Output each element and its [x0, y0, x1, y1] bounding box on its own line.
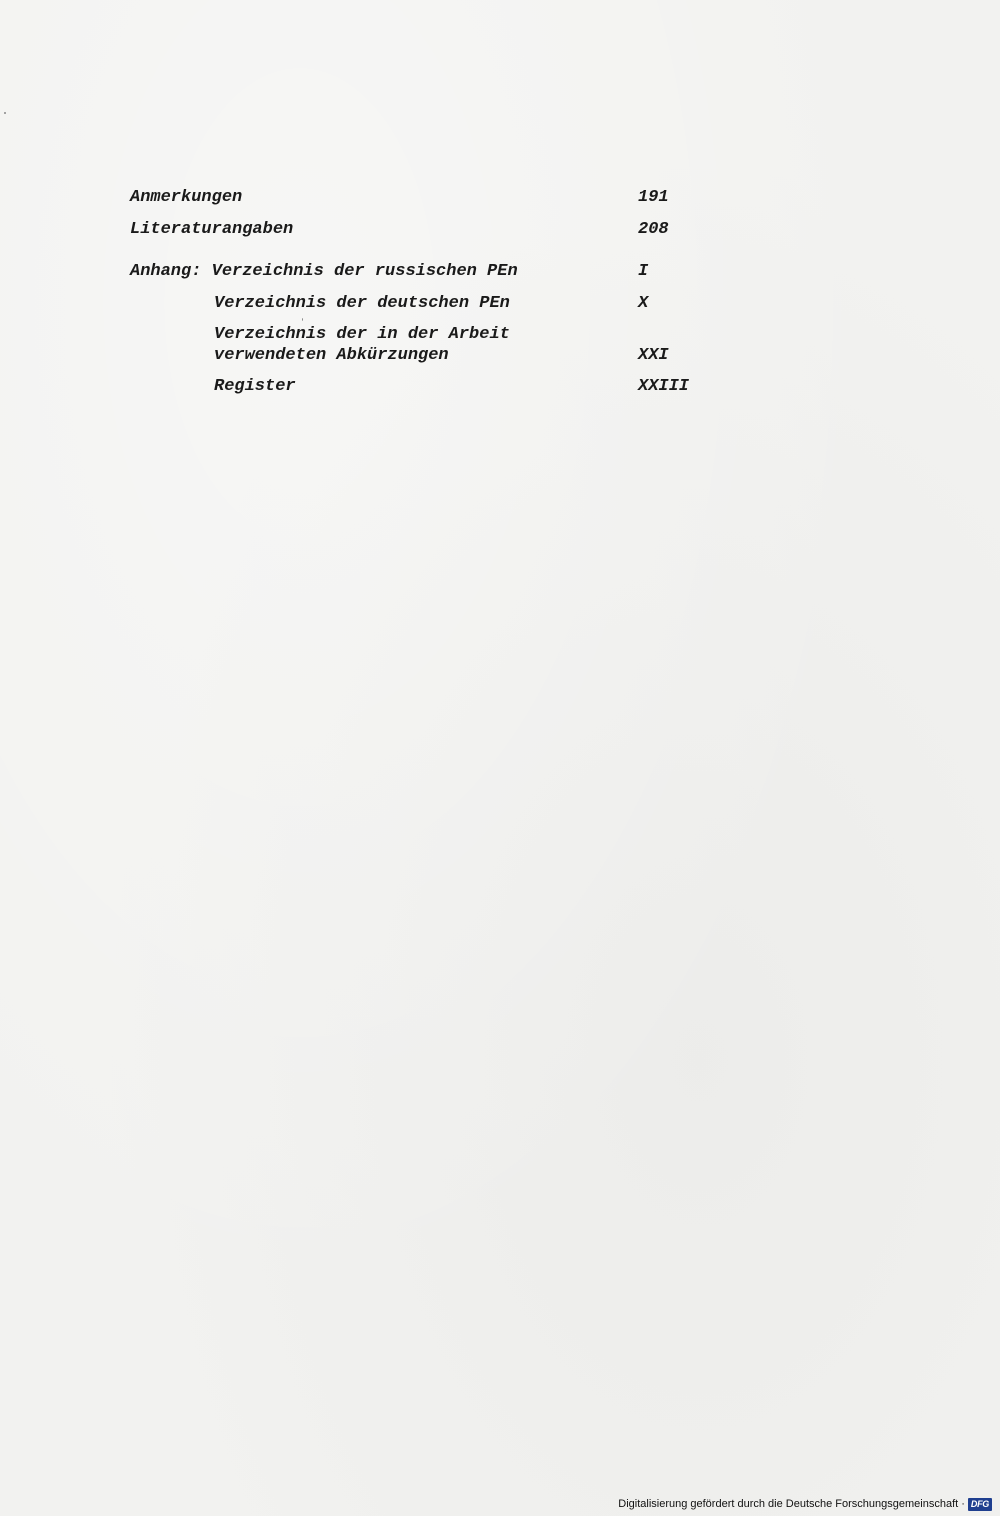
scan-speck — [4, 112, 6, 114]
toc-entry-title: Register — [214, 377, 296, 396]
toc-entry-page: I — [638, 262, 649, 281]
toc-entry-abkuerzungen — [214, 324, 734, 366]
toc-entry-page: XXIII — [638, 377, 690, 396]
toc-entry-title: Anmerkungen — [130, 188, 243, 207]
toc-entry-title: Literaturangaben — [130, 220, 294, 239]
toc-entry-title: Anhang: Verzeichnis der russischen PEn — [130, 262, 518, 281]
toc-entry-page: 208 — [638, 220, 669, 239]
toc-entry-page: X — [638, 294, 649, 313]
toc-entry-title-line2: verwendeten Abkürzungen — [214, 346, 449, 365]
toc-entry-title: Verzeichnis der deutschen PEn — [214, 294, 510, 313]
digitization-footer — [618, 1496, 992, 1512]
footer-separator: · — [961, 1498, 965, 1510]
toc-entry-page: 191 — [638, 188, 669, 207]
toc-entry-page: XXI — [638, 346, 669, 365]
footer-credit-text: Digitalisierung gefördert durch die Deutsche Forschungsgemeinschaft — [618, 1498, 959, 1510]
dfg-logo: DFG — [968, 1498, 992, 1511]
toc-entry-title: Verzeichnis der in der Arbeit — [214, 325, 510, 344]
scan-speck — [302, 318, 303, 321]
